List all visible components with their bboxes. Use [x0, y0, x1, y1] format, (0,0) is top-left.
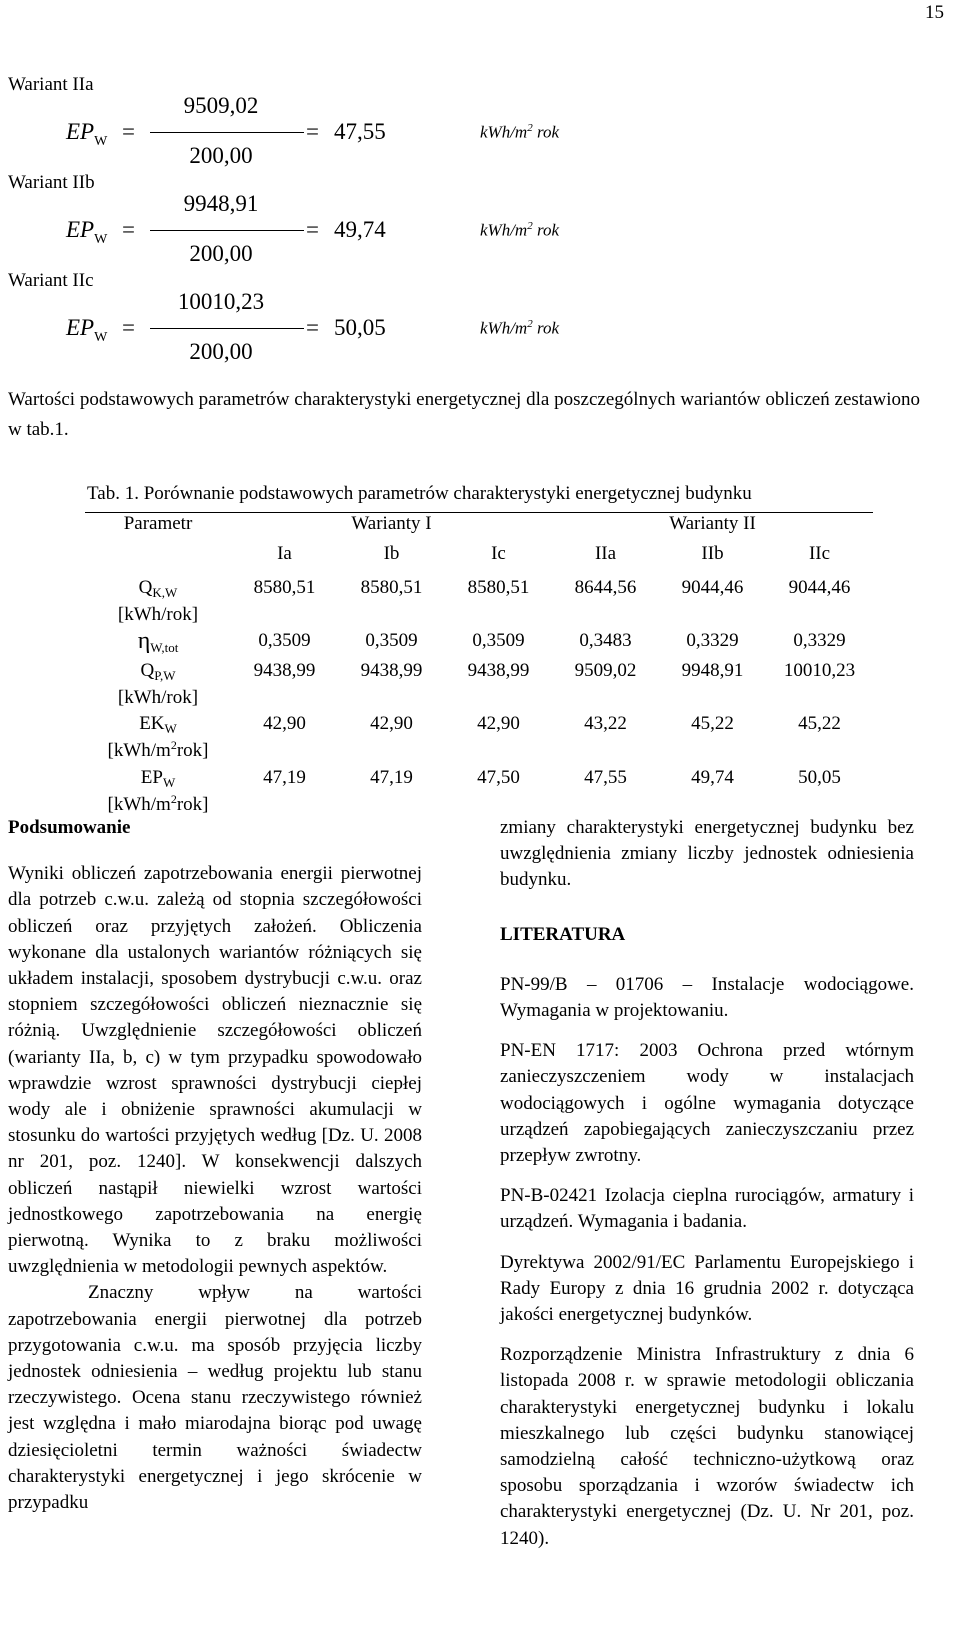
param-label: $EP_W$ $[kWh/m^2rok]$ — [107, 767, 209, 815]
variant-label-iic: Wariant IIc — [8, 270, 94, 291]
table-cell: 10010,23 — [783, 660, 856, 681]
equation-lhs: $EP_W$ — [66, 315, 108, 345]
equals-sign: = — [306, 119, 319, 144]
table-cell: 9509,02 — [574, 660, 637, 681]
table-row — [85, 628, 873, 658]
table-cell: 47,19 — [370, 767, 413, 788]
literature-item: PN-99/B – 01706 – Instalacje wodociągowe. Wymagania w projektowaniu. — [500, 973, 914, 1022]
summary-column — [8, 815, 422, 1516]
equals-sign: = — [122, 315, 135, 340]
equals-sign: = — [122, 119, 135, 144]
denominator: 200,00 — [189, 339, 253, 364]
numerator: 9509,02 — [183, 93, 259, 118]
equals-sign: = — [122, 217, 135, 242]
table-cell: 8580,51 — [467, 577, 530, 598]
summary-paragraph-2: Znaczny wpływ na wartości zapotrzebowania energii pierwotnej dla potrzeb przygotowania c.w.u. ma sposób przyjęcia liczby jednostek odniesienia – według projektu lub stanu rzeczywistego. Ocena stanu rzeczywistego również jest względna i mało miarodajna biorąc pod uwagę dziesięcioletni termin ważności świadectw charakterystyki energetycznej i jego skrócenie w przypadku — [8, 1282, 422, 1514]
variant-label-iib: Wariant IIb — [8, 172, 95, 193]
table-cell: 9438,99 — [360, 660, 423, 681]
equals-sign: = — [306, 217, 319, 242]
table-cell: 0,3329 — [686, 630, 739, 651]
header-variant: IIc — [808, 543, 831, 564]
equation-unit: kWh/$m^2$ rok — [480, 122, 559, 142]
summary-paragraph-continued: zmiany charakterystyki energetycznej budynku bez uwzględnienia zmiany liczby jednostek odniesienia budynku. — [500, 817, 914, 891]
table-cell: 8580,51 — [253, 577, 316, 598]
table-cell: 9044,46 — [681, 577, 744, 598]
param-label: $\eta_{W,tot}$ — [137, 628, 179, 655]
table-cell: 42,90 — [263, 713, 306, 734]
table-row — [85, 765, 873, 819]
param-label: $EK_W$ $[kWh/m^2rok]$ — [107, 713, 209, 761]
param-label: $Q_{P,W}$ [kWh/rok] — [117, 660, 199, 708]
literature-item: PN-EN 1717: 2003 Ochrona przed wtórnym zanieczyszczeniem wody w instalacjach wodociągowych i ogólne wymagania dotyczące urządzeń zapobiegających zanieczyszczaniu przez przepływ zwrotny. — [500, 1040, 914, 1167]
header-group-2: Warianty II — [552, 513, 873, 544]
equation-lhs: $EP_W$ — [66, 119, 108, 149]
numerator: 10010,23 — [177, 289, 265, 314]
table-cell: 47,50 — [477, 767, 520, 788]
table-cell: 0,3329 — [793, 630, 846, 651]
table-cell: 0,3509 — [258, 630, 311, 651]
denominator: 200,00 — [189, 241, 253, 266]
equation-result: 50,05 — [334, 315, 386, 340]
table-cell: 49,74 — [691, 767, 734, 788]
equation-unit: kWh/$m^2$ rok — [480, 220, 559, 240]
table-row — [85, 575, 873, 628]
table-cell: 0,3509 — [472, 630, 525, 651]
fraction-bar — [150, 328, 304, 329]
parameter-table — [85, 512, 873, 819]
table-cell: 45,22 — [691, 713, 734, 734]
table-cell: 47,19 — [263, 767, 306, 788]
header-variant: IIb — [701, 543, 724, 564]
fraction-bar — [150, 230, 304, 231]
literature-item: PN-B-02421 Izolacja cieplna rurociągów, armatury i urządzeń. Wymagania i badania. — [500, 1185, 914, 1233]
table-variant-row — [85, 543, 873, 575]
literature-item: Dyrektywa 2002/91/EC Parlamentu Europejskiego i Rady Europy z dnia 16 grudnia 2002 r. dotycząca jakości energetycznej budynków. — [500, 1251, 914, 1326]
header-variant: IIa — [594, 543, 617, 564]
intro-paragraph: Wartości podstawowych parametrów charakterystyki energetycznej dla poszczególnych wariantów obliczeń zestawiono w tab.1. — [8, 389, 920, 440]
equation-unit: kWh/$m^2$ rok — [480, 318, 559, 338]
table-cell: 42,90 — [370, 713, 413, 734]
table-row — [85, 711, 873, 765]
table-caption: Tab. 1. Porównanie podstawowych parametrów charakterystyki energetycznej budynku — [87, 483, 752, 504]
variant-label-iia: Wariant IIa — [8, 74, 94, 95]
table-header-row — [85, 513, 873, 544]
summary-heading: Podsumowanie — [8, 817, 131, 838]
table-cell: 47,55 — [584, 767, 627, 788]
table-cell: 8580,51 — [360, 577, 423, 598]
header-group-1: Warianty I — [231, 513, 552, 544]
equation-result: 49,74 — [334, 217, 386, 242]
fraction-bar — [150, 132, 304, 133]
numerator: 9948,91 — [183, 191, 259, 216]
table-cell: 9044,46 — [788, 577, 851, 598]
equation-lhs: $EP_W$ — [66, 217, 108, 247]
table-cell: 0,3483 — [579, 630, 632, 651]
table-cell: 9948,91 — [681, 660, 744, 681]
literature-heading: LITERATURA — [500, 923, 626, 945]
table-cell: 50,05 — [798, 767, 841, 788]
table-cell: 43,22 — [584, 713, 627, 734]
literature-column — [500, 815, 914, 1552]
table-cell: 8644,56 — [574, 577, 637, 598]
table-cell: 0,3509 — [365, 630, 418, 651]
header-param: Parametr — [85, 513, 231, 544]
literature-item: Rozporządzenie Ministra Infrastruktury z dnia 6 listopada 2008 r. w sprawie metodologii obliczania charakterystyki energetycznej budynku i lokalu mieszkalnego lub części budynku stanowiącej samodzielną całość techniczno-użytkową oraz sposobu sporządzania i wzorów świadectw ich charakterystyki energetycznej (Dz. U. Nr 201, poz. 1240). — [500, 1344, 914, 1549]
table-cell: 45,22 — [798, 713, 841, 734]
header-variant: Ic — [491, 543, 506, 564]
header-variant: Ib — [383, 543, 400, 564]
table-cell: 42,90 — [477, 713, 520, 734]
summary-paragraph-1: Wyniki obliczeń zapotrzebowania energii pierwotnej dla potrzeb c.w.u. zależą od stopnia szczegółowości obliczeń oraz przyjętych założeń. Obliczenia wykonane dla ustalonych wariantów różniących się układem instalacji, sposobem dystrybucji c.w.u. oraz stopniem szczegółowości obliczeń nieznacznie się różnią. Uwzględnienie szczegółowości obliczeń (warianty IIa, b, c) w tym przypadku spowodowało wprawdzie wzrost sprawności dystrybucji ciepłej wody ale i obniżenie sprawności akumulacji w stosunku do wartości przyjętych według [Dz. U. 2008 nr 201, poz. 1240]. W konsekwencji dalszych obliczeń nastąpił niewielki wzrost wartości jednostkowego zapotrzebowania na energię pierwotną. Wynika to z braku możliwości uwzględnienia w metodologii pewnych aspektów. — [8, 863, 422, 1278]
table-cell: 9438,99 — [467, 660, 530, 681]
equation-result: 47,55 — [334, 119, 386, 144]
header-variant: Ia — [277, 543, 292, 564]
equals-sign: = — [306, 315, 319, 340]
table-cell: 9438,99 — [253, 660, 316, 681]
denominator: 200,00 — [189, 143, 253, 168]
param-label: $Q_{K,W}$ [kWh/rok] — [117, 577, 199, 625]
page-number: 15 — [925, 2, 944, 23]
table-row — [85, 658, 873, 711]
